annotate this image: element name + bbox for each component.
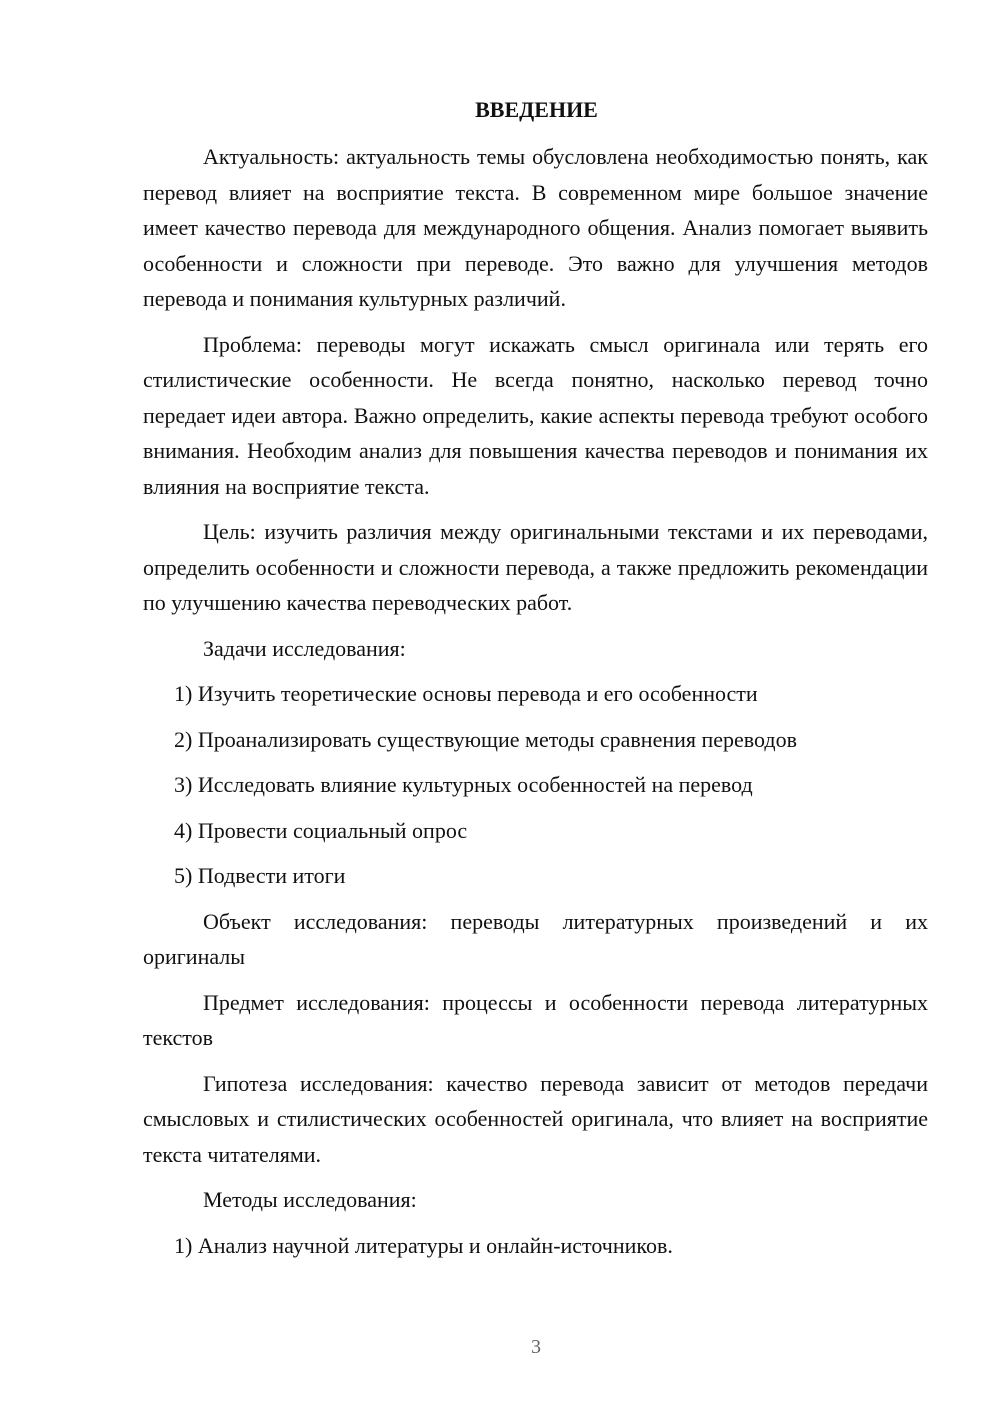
tasks-list bbox=[143, 676, 928, 894]
paragraph-goal: Цель: изучить различия между оригинальными текстами и их переводами, определить особенности и сложности перевода, а также предложить рекомендации по улучшению качества переводческих работ. bbox=[143, 519, 928, 615]
paragraph-object: Объект исследования: переводы литературных произведений и их оригиналы bbox=[143, 908, 928, 969]
list-item: 1) Анализ научной литературы и онлайн-источников. bbox=[174, 1232, 673, 1258]
page-title: ВВЕДЕНИЕ bbox=[475, 97, 598, 122]
document-page bbox=[143, 92, 928, 1273]
methods-list bbox=[143, 1228, 928, 1264]
list-item: 1) Изучить теоретические основы перевода и его особенности bbox=[174, 681, 758, 706]
paragraph-hypothesis: Гипотеза исследования: качество перевода зависит от методов передачи смысловых и стилистических особенностей оригинала, что влияет на восприятие текста читателями. bbox=[143, 1070, 928, 1167]
list-item: 4) Провести социальный опрос bbox=[174, 817, 468, 843]
methods-heading: Методы исследования: bbox=[203, 1187, 417, 1212]
tasks-heading: Задачи исследования: bbox=[203, 635, 406, 661]
page-number: 3 bbox=[531, 1336, 541, 1358]
paragraph-subject: Предмет исследования: процессы и особенности перевода литературных текстов bbox=[143, 989, 928, 1050]
list-item: 3) Исследовать влияние культурных особенностей на перевод bbox=[174, 772, 753, 797]
paragraph-problem: Проблема: переводы могут искажать смысл оригинала или терять его стилистические особенности. Не всегда понятно, насколько перевод точно передает идеи автора. Важно определить, какие аспекты перевода требуют особого внимания. Необходим анализ для повышения качества переводов и понимания их влияния на восприятие текста. bbox=[143, 331, 928, 499]
list-item: 2) Проанализировать существующие методы сравнения переводов bbox=[174, 726, 797, 752]
paragraph-relevance: Актуальность: актуальность темы обусловлена необходимостью понять, как перевод влияет на восприятие текста. В современном мире большое значение имеет качество перевода для международного общения. Анализ помогает выявить особенности и сложности при переводе. Это важно для улучшения методов перевода и понимания культурных различий. bbox=[143, 144, 928, 311]
list-item: 5) Подвести итоги bbox=[174, 863, 346, 888]
